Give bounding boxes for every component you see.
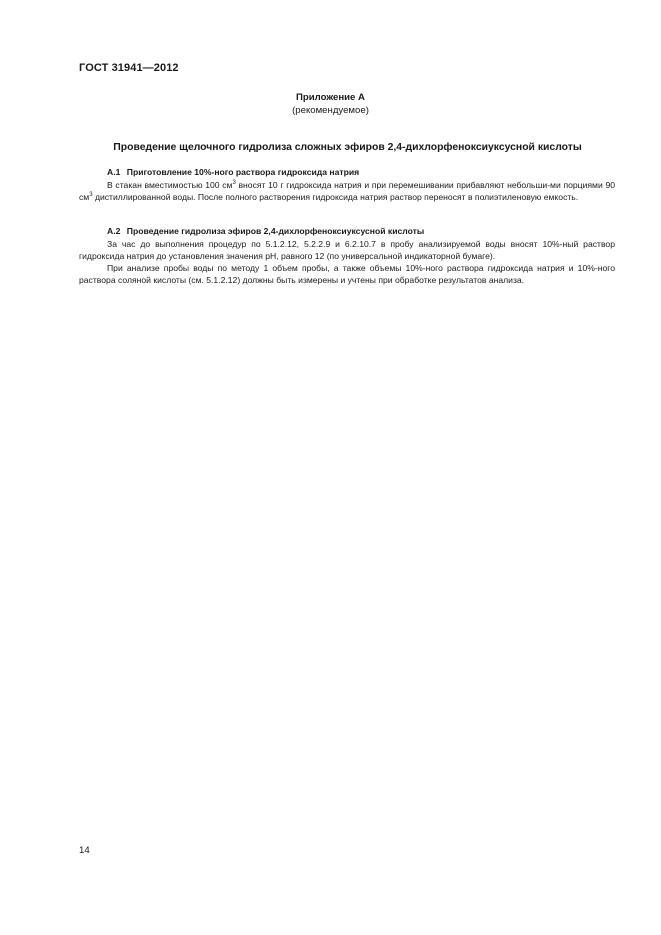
appendix-heading — [0, 91, 661, 117]
section-a1 — [79, 166, 615, 203]
section-heading — [79, 225, 615, 237]
section-heading-text: Проведение гидролиза эфиров 2,4-дихлорфеноксиуксусной кислоты — [126, 226, 425, 236]
paragraph-text: дистиллированной воды. После полного растворения гидроксида натрия раствор переносят в полиэтиленовую емкость. — [92, 192, 579, 202]
paragraph: При анализе пробы воды по методу 1 объем пробы, а также объемы 10%-ного раствора гидроксида натрия и 10%-ного раствора соляной кислоты (см. 5.1.2.12) должны быть измерены и учтены при обработке результатов анализа. — [79, 263, 615, 285]
superscript: 3 — [89, 192, 93, 198]
section-a2 — [79, 225, 615, 286]
appendix-status: (рекомендуемое) — [292, 105, 369, 116]
section-heading-text: Приготовление 10%-ного раствора гидроксида натрия — [126, 167, 360, 177]
paragraph — [79, 179, 615, 203]
section-number: А.2 — [107, 226, 121, 236]
section-number: А.1 — [107, 167, 121, 177]
section-heading — [79, 166, 615, 178]
superscript: 3 — [232, 180, 236, 186]
appendix-title: Приложение А — [296, 92, 365, 103]
paragraph-text: В стакан вместимостью 100 см — [107, 180, 233, 190]
page-title: Проведение щелочного гидролиза сложных эфиров 2,4-дихлорфеноксиуксусной кислоты — [113, 142, 582, 153]
page-number: 14 — [79, 845, 90, 856]
paragraph-text: вносят 10 г гидроксида натрия и при перемешивании прибавляют небольши-ми порциями 90 см — [79, 180, 616, 202]
paragraph: За час до выполнения процедур по 5.1.2.12, 5.2.2.9 и 6.2.10.7 в пробу анализируемой воды вносят 10%-ный раствор гидроксида натрия до установления значения pH, равного 12 (по универсальной индикаторной бумаге). — [79, 239, 615, 261]
standard-code: ГОСТ 31941—2012 — [79, 62, 179, 74]
